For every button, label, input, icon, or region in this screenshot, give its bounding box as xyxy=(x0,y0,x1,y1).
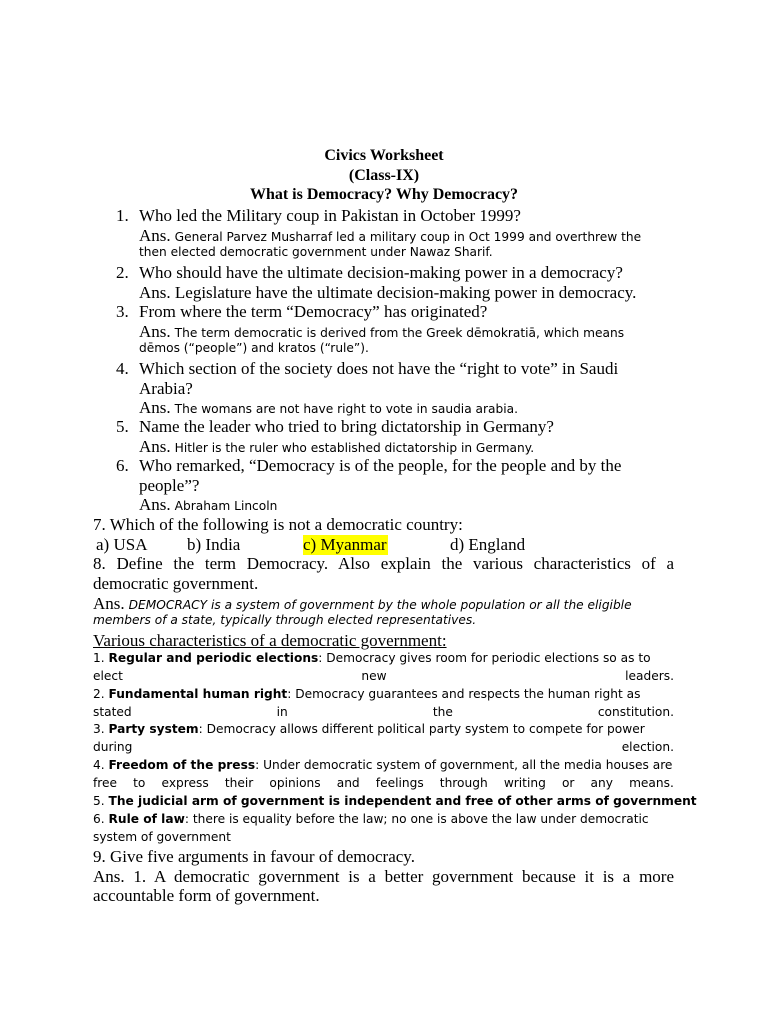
point-4-line2 xyxy=(93,776,674,790)
question-text-line2: Arabia? xyxy=(139,379,193,398)
question-8-line2: democratic government. xyxy=(93,574,259,593)
word: new xyxy=(361,669,387,683)
point-bold: Rule of law xyxy=(108,812,185,826)
word: leaders. xyxy=(625,669,674,683)
point-number: 2. xyxy=(93,687,105,701)
answer-text: The term democratic is derived from the Greek dēmokratiā, which means xyxy=(174,326,625,340)
worksheet-title: Civics Worksheet xyxy=(324,147,444,164)
answer-text-line2: dēmos (“people”) and kratos (“rule”). xyxy=(139,341,369,355)
word: writing xyxy=(503,776,546,790)
point-6 xyxy=(93,812,649,826)
answer-text-line2: then elected democratic government under Nawaz Sharif. xyxy=(139,245,493,259)
point-bold: Fundamental human right xyxy=(108,687,288,701)
word: the xyxy=(432,705,453,719)
option-b: b) India xyxy=(187,535,241,554)
point-number: 4. xyxy=(93,758,105,772)
option-c-highlighted: c) Myanmar xyxy=(303,535,387,554)
word: elect xyxy=(93,669,123,683)
question-text-line2: people”? xyxy=(139,476,200,495)
word: through xyxy=(439,776,488,790)
point-3 xyxy=(93,722,645,736)
answer-text: The womans are not have right to vote in saudia arabia. xyxy=(174,402,518,416)
word: to xyxy=(133,776,146,790)
question-text: Who led the Military coup in Pakistan in October 1999? xyxy=(139,206,521,225)
word: feelings xyxy=(375,776,424,790)
point-bold: Party system xyxy=(108,722,199,736)
word: their xyxy=(224,776,254,790)
question-number: 4. xyxy=(116,359,129,378)
word: means. xyxy=(629,776,674,790)
answer xyxy=(139,322,624,342)
point-bold: The judicial arm of government is independent and free of other arms of government xyxy=(108,794,697,808)
point-text: : Democracy allows different political party system to compete for power xyxy=(198,722,645,736)
answer xyxy=(139,226,641,246)
word: in xyxy=(276,705,288,719)
class-label: (Class-IX) xyxy=(348,167,420,184)
answer xyxy=(139,398,518,418)
point-bold: Freedom of the press xyxy=(108,758,256,772)
point-6-line2: system of government xyxy=(93,830,231,844)
point-1 xyxy=(93,651,651,665)
word: opinions xyxy=(269,776,321,790)
question-7-text: 7. Which of the following is not a democratic country: xyxy=(93,515,463,534)
word: express xyxy=(161,776,209,790)
answer-text: Ans. Legislature have the ultimate decision-making power in democracy. xyxy=(139,283,637,302)
answer-label: Ans. xyxy=(139,398,171,417)
word: stated xyxy=(93,705,132,719)
question-number: 6. xyxy=(116,456,129,475)
question-text: Name the leader who tried to bring dictatorship in Germany? xyxy=(139,417,554,436)
answer-text: Abraham Lincoln xyxy=(174,499,278,513)
answer-label: Ans. xyxy=(139,322,171,341)
point-text: : there is equality before the law; no one is above the law under democratic xyxy=(184,812,649,826)
question-9-answer xyxy=(93,867,674,887)
point-number: 6. xyxy=(93,812,105,826)
point-3-line2 xyxy=(93,740,674,754)
question-number: 2. xyxy=(116,263,129,282)
word: free xyxy=(93,776,118,790)
point-4 xyxy=(93,758,672,772)
point-number: 3. xyxy=(93,722,105,736)
question-number: 5. xyxy=(116,417,129,436)
answer xyxy=(139,495,277,515)
answer-label: Ans. xyxy=(93,594,125,613)
answer xyxy=(93,594,632,614)
characteristics-heading: Various characteristics of a democratic government: xyxy=(93,631,447,650)
point-text: : Democracy gives room for periodic elections so as to xyxy=(318,651,651,665)
point-2-line2 xyxy=(93,705,674,719)
answer-label: Ans. xyxy=(139,437,171,456)
word: any xyxy=(590,776,613,790)
answer-label: Ans. xyxy=(139,226,171,245)
answer xyxy=(139,437,534,457)
answer-label: Ans. xyxy=(139,495,171,514)
word: constitution. xyxy=(597,705,674,719)
question-number: 1. xyxy=(116,206,129,225)
answer-text: General Parvez Musharraf led a military coup in Oct 1999 and overthrew the xyxy=(174,230,642,244)
question-text: From where the term “Democracy” has originated? xyxy=(139,302,488,321)
point-1-line2 xyxy=(93,669,674,683)
point-number: 1. xyxy=(93,651,105,665)
answer-line1: Ans. 1. A democratic government is a better government because it is a more xyxy=(93,867,674,886)
question-9-answer-line2: accountable form of government. xyxy=(93,886,320,905)
worksheet-subtitle: What is Democracy? Why Democracy? xyxy=(249,186,519,203)
question-text: Which section of the society does not have the “right to vote” in Saudi xyxy=(139,359,619,378)
option-a: a) USA xyxy=(96,535,148,554)
word: election. xyxy=(621,740,674,754)
option-d: d) England xyxy=(450,535,526,554)
point-bold: Regular and periodic elections xyxy=(108,651,319,665)
question-text: Who remarked, “Democracy is of the people, for the people and by the xyxy=(139,456,622,475)
word: and xyxy=(336,776,360,790)
question-number: 3. xyxy=(116,302,129,321)
word: or xyxy=(561,776,575,790)
point-5 xyxy=(93,794,697,808)
point-text: : Democracy guarantees and respects the human right as xyxy=(287,687,641,701)
point-text: : Under democratic system of government, all the media houses are xyxy=(255,758,673,772)
answer-text: DEMOCRACY is a system of government by the whole population or all the eligible xyxy=(128,598,632,612)
question-text: Who should have the ultimate decision-making power in a democracy? xyxy=(139,263,623,282)
answer-text: Hitler is the ruler who established dictatorship in Germany. xyxy=(174,441,535,455)
question-8-line1: 8. Define the term Democracy. Also explain the various characteristics of a xyxy=(93,554,674,573)
question-9-text: 9. Give five arguments in favour of democracy. xyxy=(93,847,415,866)
question-8-text xyxy=(93,554,674,574)
answer-text-line2: members of a state, typically through elected representatives. xyxy=(93,613,477,627)
word: during xyxy=(93,740,133,754)
point-number: 5. xyxy=(93,794,105,808)
point-2 xyxy=(93,687,640,701)
